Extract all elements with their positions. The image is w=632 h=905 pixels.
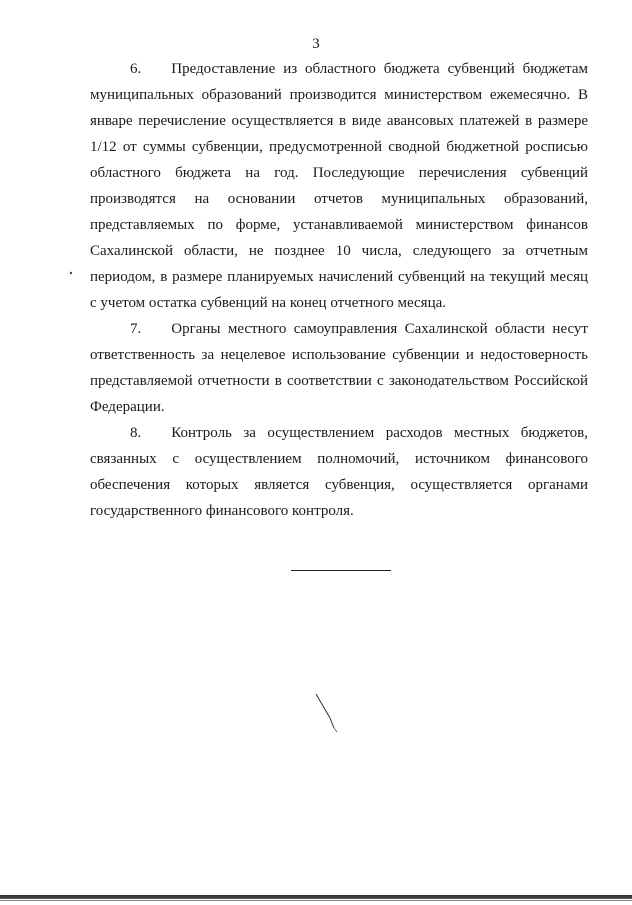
scan-speck [68,270,74,276]
paragraph-7: 7. Органы местного самоуправления Сахалинской области несут ответственность за нецелевое использование субвенции и недостоверность представляемой отчетности в соответствии с законодательством Российской Федерации. [90,321,588,415]
scan-bottom-edge [0,895,632,899]
paragraph-6: 6. Предоставление из областного бюджета субвенций бюджетам муниципальных образований производится министерством ежемесячно. В январе перечисление осуществляется в виде авансовых платежей в размере 1/12 от суммы субвенции, предусмотренной сводной бюджетной росписью областного бюджета на год. Последующие перечисления субвенций производятся на основании отчетов муниципальных образований, представляемых по форме, устанавливаемой министерством финансов Сахалинской области, не позднее 10 числа, следующего за отчетным периодом, в размере планируемых начислений субвенций на текущий месяц с учетом остатка субвенций на конец отчетного месяца. [90,61,588,311]
end-of-text-rule [291,570,391,571]
paragraph-8: 8. Контроль за осуществлением расходов местных бюджетов, связанных с осуществлением полномочий, источником финансового обеспечения которых является субвенция, осуществляется органами государственного финансового контроля. [90,425,588,519]
pen-stroke-mark [312,692,342,736]
page-number: 3 [312,36,320,52]
scan-bottom-edge-line [0,900,632,901]
